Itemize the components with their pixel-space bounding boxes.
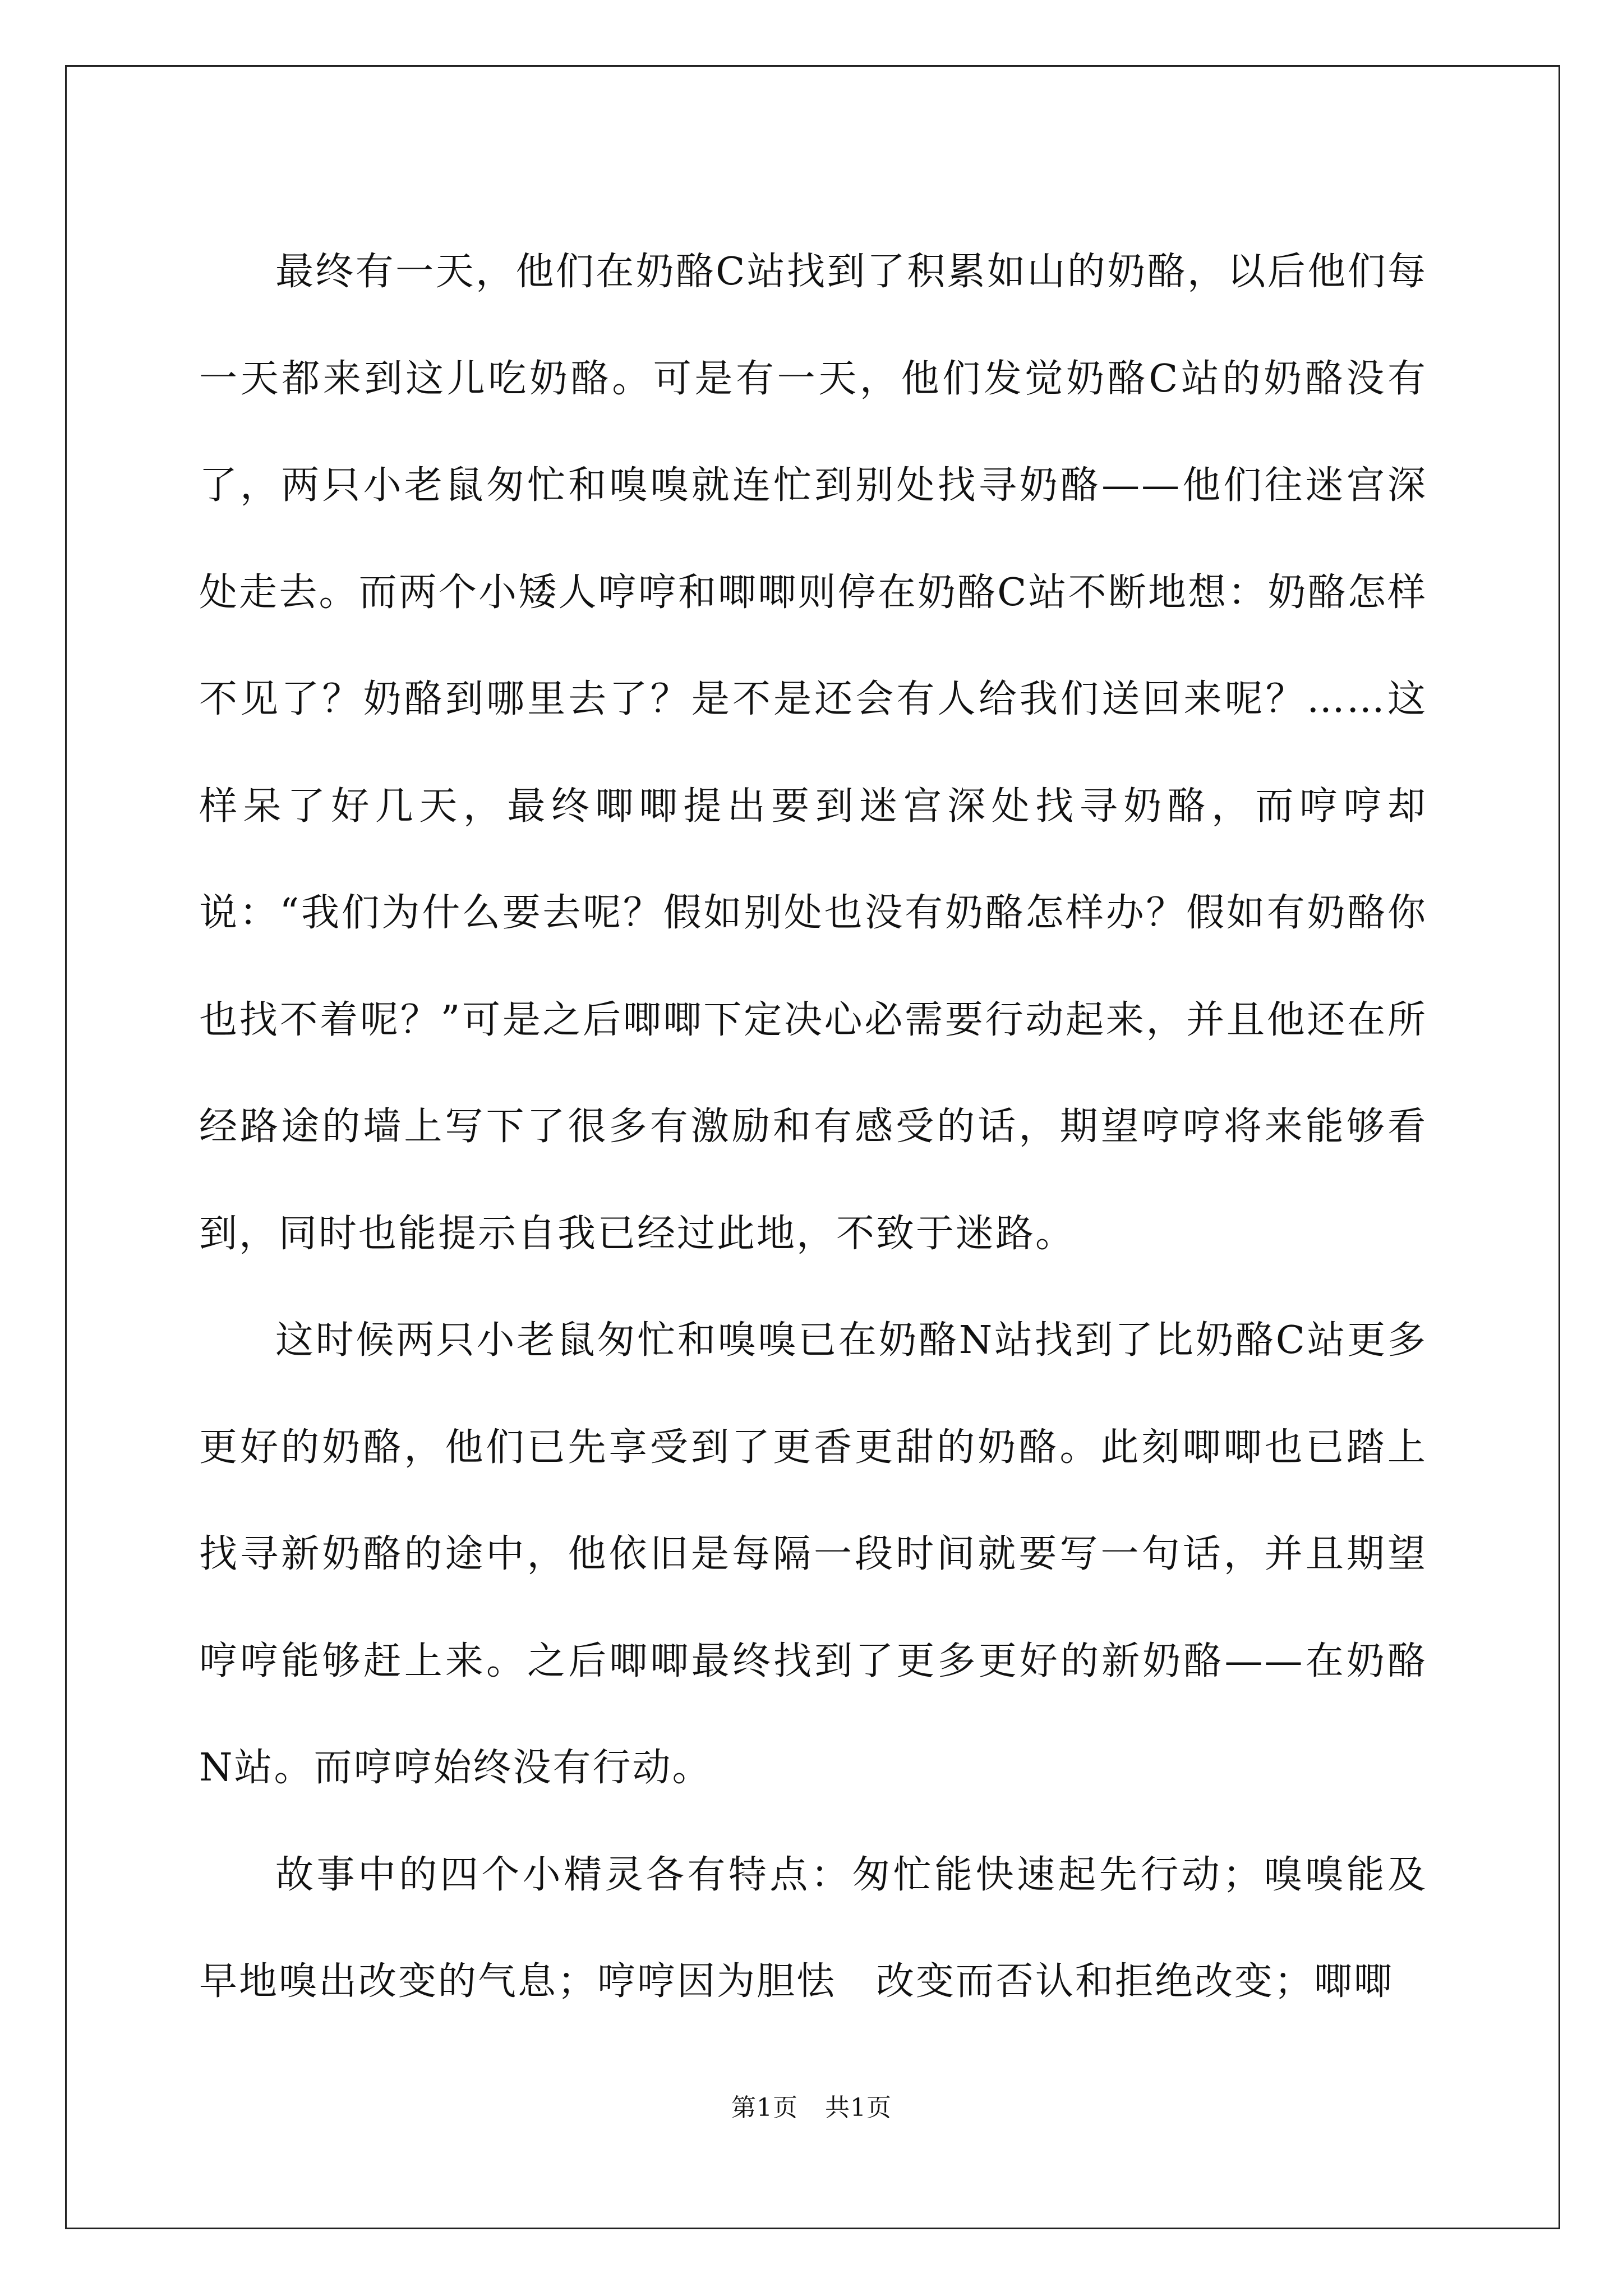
document-body: [199, 219, 1427, 2036]
page-number: 第1页: [731, 2093, 798, 2122]
page-total: 共1页: [825, 2093, 892, 2122]
paragraph-3: 故事中的四个小精灵各有特点：匆忙能快速起先行动；嗅嗅能及早地嗅出改变的气息；哼哼因为胆怯 改变而否认和拒绝改变；唧唧: [199, 1852, 1427, 2004]
paragraph-1: 最终有一天，他们在奶酪C站找到了积累如山的奶酪，以后他们每一天都来到这儿吃奶酪。可是有一天，他们发觉奶酪C站的奶酪没有了，两只小老鼠匆忙和嗅嗅就连忙到别处找寻奶酪——他们往迷宫深处走去。而两个小矮人哼哼和唧唧则停在奶酪C站不断地想：奶酪怎样不见了？奶酪到哪里去了？是不是还会有人给我们送回来呢？……这样呆了好几天，最终唧唧提出要到迷宫深处找寻奶酪，而哼哼却说：“我们为什么要去呢？假如别处也没有奶酪怎样办？假如有奶酪你也找不着呢？”可是之后唧唧下定决心必需要行动起来，并且他还在所经路途的墙上写下了很多有激励和有感受的话，期望哼哼将来能够看到，同时也能提示自我已经过此地，不致于迷路。: [199, 250, 1427, 1256]
page-footer: [0, 2091, 1623, 2125]
paragraph-2: 这时候两只小老鼠匆忙和嗅嗅已在奶酪N站找到了比奶酪C站更多更好的奶酪，他们已先享受到了更香更甜的奶酪。此刻唧唧也已踏上找寻新奶酪的途中，他依旧是每隔一段时间就要写一句话，并且期望哼哼能够赶上来。之后唧唧最终找到了更多更好的新奶酪——在奶酪N站。而哼哼始终没有行动。: [199, 1318, 1427, 1790]
